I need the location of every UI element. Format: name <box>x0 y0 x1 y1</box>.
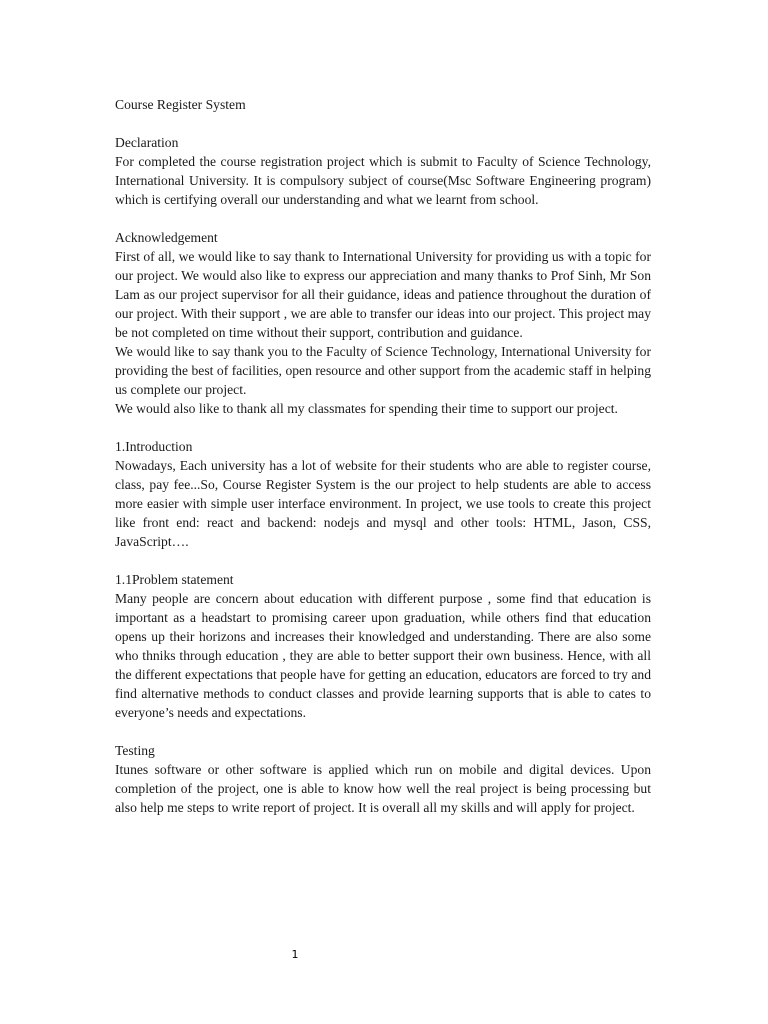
section-testing <box>115 741 651 817</box>
section-introduction <box>115 437 651 551</box>
section-heading-problem-statement: 1.1Problem statement <box>115 572 234 587</box>
paragraph: Itunes software or other software is applied which run on mobile and digital devices. Upon completion of the project, one is able to know how well the real project is being processing but also help me steps to write report of project. It is overall all my skills and will apply for project. <box>115 762 651 815</box>
section-heading-testing: Testing <box>115 743 155 758</box>
paragraph: Nowadays, Each university has a lot of website for their students who are able to register course, class, pay fee...So, Course Register System is the our project to help students are able to access more easier with simple user interface environment. In project, we use tools to create this project like front end: react and backend: nodejs and mysql and other tools: HTML, Jason, CSS, JavaScript…. <box>115 458 651 549</box>
paragraph: Many people are concern about education with different purpose , some find that education is important as a headstart to promising career upon graduation, while others find that education opens up their horizons and increases their knowledged and understanding. There are also some who thniks through education , they are able to better support their own business. Hence, with all the different expectations that people have for getting an education, educators are forced to try and find alternative methods to conduct classes and provide learning supports that is able to cates to everyone’s needs and expectations. <box>115 591 651 720</box>
section-heading-introduction: 1.Introduction <box>115 439 193 454</box>
section-problem-statement <box>115 570 651 722</box>
paragraph: We would like to say thank you to the Faculty of Science Technology, International University for providing the best of facilities, open resource and other support from the academic staff in helping us complete our project. <box>115 344 651 397</box>
document-page <box>115 95 651 836</box>
section-acknowledgement <box>115 228 651 418</box>
section-heading-declaration: Declaration <box>115 135 179 150</box>
section-declaration <box>115 133 651 209</box>
page-number: 1 <box>291 948 299 961</box>
paragraph: We would also like to thank all my classmates for spending their time to support our project. <box>115 401 618 416</box>
paragraph: For completed the course registration project which is submit to Faculty of Science Technology, International University. It is compulsory subject of course(Msc Software Engineering program) which is certifying overall our understanding and what we learnt from school. <box>115 154 651 207</box>
section-heading-acknowledgement: Acknowledgement <box>115 230 218 245</box>
document-title: Course Register System <box>115 97 246 112</box>
paragraph: First of all, we would like to say thank to International University for providing us with a topic for our project. We would also like to express our appreciation and many thanks to Prof Sinh, Mr Son Lam as our project supervisor for all their guidance, ideas and patience throughout the duration of our project. With their support , we are able to transfer our ideas into our project. This project may be not completed on time without their support, contribution and guidance. <box>115 249 651 340</box>
